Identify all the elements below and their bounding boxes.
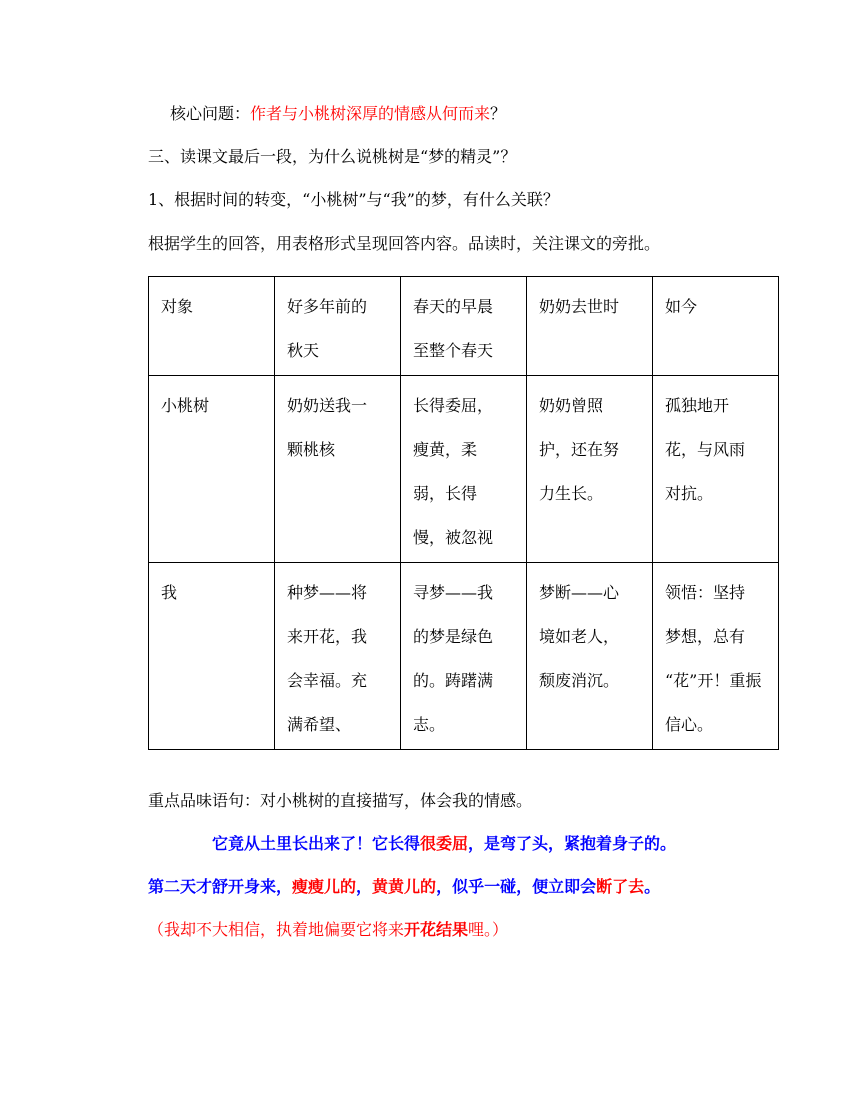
cell-text-line: 小桃树	[161, 396, 210, 415]
quote1-part1: 它竟从土里长出来了！它长得	[212, 834, 421, 853]
cell-text-line: 种梦——将	[287, 583, 368, 602]
table-cell	[527, 376, 653, 563]
cell-text-line: 弱，长得	[413, 484, 478, 503]
cell-text-line: 志。	[413, 715, 446, 734]
table-row	[149, 277, 779, 376]
table-body	[149, 277, 779, 750]
core-question-label: 核心问题：	[170, 104, 251, 123]
focus-sentence: 重点品味语句：对小桃树的直接描写，体会我的情感。	[148, 791, 533, 810]
quote2-part4: 黄黄儿的	[372, 877, 437, 896]
table-cell	[527, 563, 653, 750]
cell-text-line: 好多年前的	[287, 297, 368, 316]
cell-text-line: 至整个春天	[413, 341, 494, 360]
cell-text-line: 奶奶送我一	[287, 396, 368, 415]
quote-line-3	[148, 920, 508, 940]
cell-text-line: 梦断——心	[539, 583, 620, 602]
cell-text-line: 对象	[161, 297, 194, 316]
table-row	[149, 376, 779, 563]
cell-text-line: 对抗。	[665, 484, 714, 503]
cell-text-line: 梦想，总有	[665, 627, 746, 646]
cell-text-line: 满希望、	[287, 715, 352, 734]
table-cell	[275, 376, 401, 563]
core-question-text: 作者与小桃树深厚的情感从何而来	[250, 104, 491, 123]
table-cell	[149, 376, 275, 563]
table-cell	[401, 277, 527, 376]
quote3-part1: （我却不大相信，执着地偏要它将来	[148, 920, 405, 939]
table-cell	[401, 563, 527, 750]
quote2-part6: 断了去	[596, 877, 645, 896]
cell-text-line: 瘦黄，柔	[413, 440, 478, 459]
quote2-part3: ，	[356, 877, 373, 896]
cell-text-line: 孤独地开	[665, 396, 730, 415]
cell-text-line: 春天的早晨	[413, 297, 494, 316]
table-cell	[653, 277, 779, 376]
cell-text-line: 长得委屈，	[413, 396, 494, 415]
cell-text-line: 奶奶去世时	[539, 297, 620, 316]
quote3-part3: 哩。）	[468, 920, 509, 939]
question-1: 1、根据时间的转变，“小桃树”与“我”的梦，有什么关联？	[148, 190, 559, 209]
comparison-table	[148, 276, 779, 750]
table-row	[149, 563, 779, 750]
cell-text-line: 颗桃核	[287, 440, 336, 459]
quote1-part2: 很委屈	[420, 834, 469, 853]
quote-line-1	[212, 834, 676, 854]
core-question	[170, 104, 506, 124]
cell-text-line: 颓废消沉。	[539, 671, 620, 690]
cell-text-line: 信心。	[665, 715, 714, 734]
cell-text-line: 慢，被忽视	[413, 528, 494, 547]
table-cell	[275, 563, 401, 750]
quote3-part2: 开花结果	[404, 920, 469, 939]
cell-text-line: 我	[161, 583, 178, 602]
cell-text-line: 领悟：坚持	[665, 583, 746, 602]
table-cell	[401, 376, 527, 563]
quote1-part3: ，是弯了头，紧抱着身子的。	[468, 834, 677, 853]
quote2-part2: 瘦瘦儿的	[292, 877, 357, 896]
table-cell	[149, 277, 275, 376]
cell-text-line: 的梦是绿色	[413, 627, 494, 646]
cell-text-line: 力生长。	[539, 484, 604, 503]
cell-text-line: 护，还在努	[539, 440, 620, 459]
cell-text-line: 秋天	[287, 341, 320, 360]
cell-text-line: 如今	[665, 297, 698, 316]
cell-text-line: 寻梦——我	[413, 583, 494, 602]
table-cell	[653, 563, 779, 750]
core-question-end: ？	[490, 104, 507, 123]
cell-text-line: 奶奶曾照	[539, 396, 604, 415]
quote2-part7: 。	[644, 877, 661, 896]
section-3-heading: 三、读课文最后一段，为什么说桃树是“梦的精灵”？	[148, 147, 517, 166]
cell-text-line: 来开花，我	[287, 627, 368, 646]
cell-text-line: 会幸福。充	[287, 671, 368, 690]
table-cell	[149, 563, 275, 750]
cell-text-line: 境如老人，	[539, 627, 620, 646]
cell-text-line: “花”开！重振	[665, 671, 762, 690]
instruction-text: 根据学生的回答，用表格形式呈现回答内容。品读时，关注课文的旁批。	[148, 234, 661, 253]
quote-line-2	[148, 877, 660, 897]
cell-text-line: 花，与风雨	[665, 440, 746, 459]
table-cell	[275, 277, 401, 376]
quote2-part5: ，似乎一碰，便立即会	[436, 877, 597, 896]
table-cell	[653, 376, 779, 563]
cell-text-line: 的。踌躇满	[413, 671, 494, 690]
quote2-part1: 第二天才舒开身来，	[148, 877, 293, 896]
table-cell	[527, 277, 653, 376]
